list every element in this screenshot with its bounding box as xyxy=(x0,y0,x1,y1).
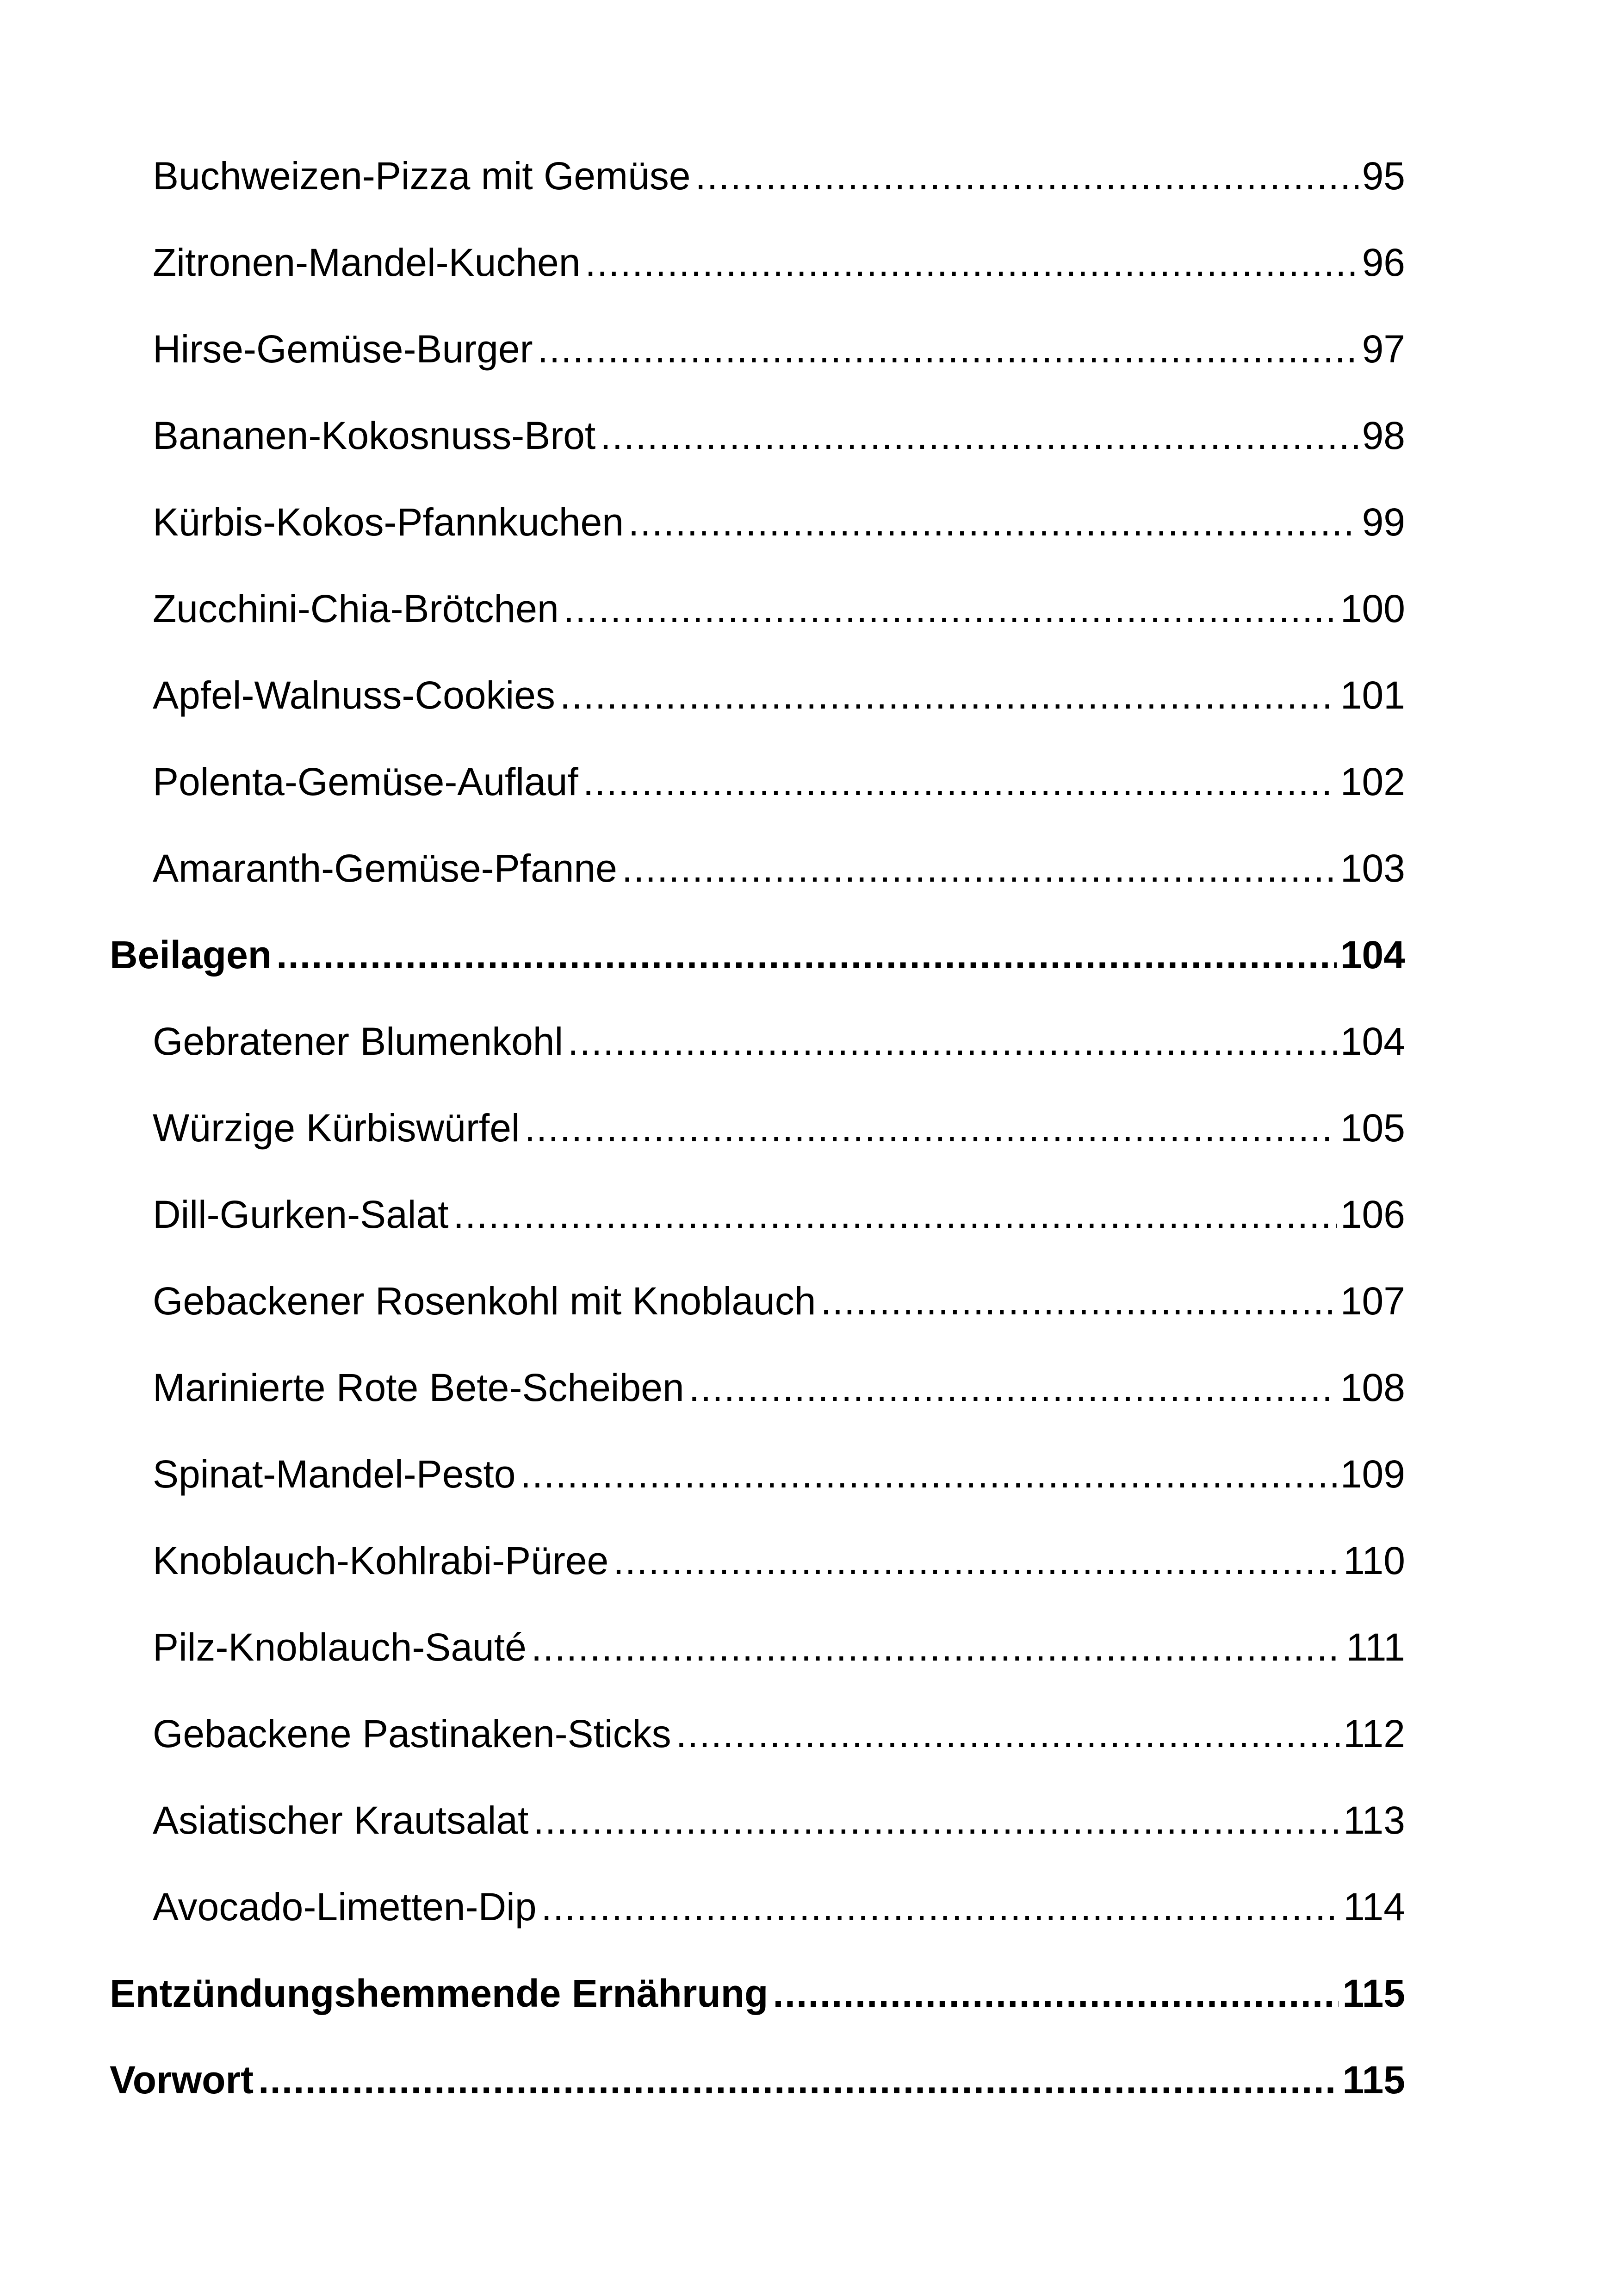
toc-entry[interactable] xyxy=(110,1451,1405,1537)
toc-page-number: 97 xyxy=(1362,327,1405,371)
toc-page-number: 103 xyxy=(1340,846,1405,890)
toc-entry-title: Gebackener Rosenkohl mit Knoblauch xyxy=(153,1279,816,1323)
toc-entry-title: Avocado-Limetten-Dip xyxy=(153,1885,537,1929)
toc-leader-dots xyxy=(821,1278,1337,1324)
toc-entry-title: Dill-Gurken-Salat xyxy=(153,1193,449,1236)
toc-entry[interactable] xyxy=(110,1537,1405,1624)
toc-entry-title: Apfel-Walnuss-Cookies xyxy=(153,673,555,717)
table-of-contents xyxy=(110,153,1405,2143)
toc-entry-title: Spinat-Mandel-Pesto xyxy=(153,1452,516,1496)
toc-entry[interactable] xyxy=(110,499,1405,585)
toc-entry[interactable] xyxy=(110,1191,1405,1278)
toc-leader-dots xyxy=(533,1797,1339,1843)
toc-entry-title: Marinierte Rote Bete-Scheiben xyxy=(153,1366,684,1409)
toc-entry-title: Kürbis-Kokos-Pfannkuchen xyxy=(153,500,624,544)
toc-chapter-entry[interactable] xyxy=(110,1970,1405,2057)
toc-entry[interactable] xyxy=(110,239,1405,326)
toc-entry[interactable] xyxy=(110,845,1405,932)
toc-entry-title: Polenta-Gemüse-Auflauf xyxy=(153,760,578,803)
toc-entry-title: Vorwort xyxy=(110,2058,254,2102)
toc-entry[interactable] xyxy=(110,1278,1405,1364)
toc-chapter-entry[interactable] xyxy=(110,932,1405,1018)
toc-entry[interactable] xyxy=(110,1624,1405,1711)
toc-entry[interactable] xyxy=(110,1105,1405,1191)
toc-leader-dots xyxy=(583,759,1337,805)
toc-entry[interactable] xyxy=(110,1711,1405,1797)
toc-leader-dots xyxy=(564,585,1337,632)
toc-entry[interactable] xyxy=(110,1364,1405,1451)
toc-leader-dots xyxy=(541,1884,1340,1930)
toc-page-number: 113 xyxy=(1343,1798,1405,1842)
toc-entry-title: Beilagen xyxy=(110,933,272,977)
toc-page-number: 102 xyxy=(1340,760,1405,803)
toc-leader-dots xyxy=(276,932,1337,978)
toc-leader-dots xyxy=(689,1364,1337,1411)
toc-leader-dots xyxy=(600,412,1358,459)
toc-entry-title: Zucchini-Chia-Brötchen xyxy=(153,587,559,630)
toc-leader-dots xyxy=(622,845,1337,891)
toc-entry[interactable] xyxy=(110,672,1405,759)
toc-leader-dots xyxy=(695,153,1358,199)
toc-leader-dots xyxy=(676,1711,1339,1757)
toc-leader-dots xyxy=(453,1191,1337,1238)
toc-page-number: 108 xyxy=(1340,1366,1405,1409)
toc-page-number: 100 xyxy=(1340,587,1405,630)
toc-entry[interactable] xyxy=(110,412,1405,499)
toc-page-number: 109 xyxy=(1340,1452,1405,1496)
toc-leader-dots xyxy=(628,499,1358,545)
toc-page-number: 110 xyxy=(1343,1539,1405,1582)
toc-entry-title: Bananen-Kokosnuss-Brot xyxy=(153,414,596,457)
toc-leader-dots xyxy=(538,326,1358,372)
toc-entry-title: Zitronen-Mandel-Kuchen xyxy=(153,241,581,284)
toc-page-number: 104 xyxy=(1340,1020,1405,1063)
toc-entry-title: Hirse-Gemüse-Burger xyxy=(153,327,533,371)
toc-leader-dots xyxy=(560,672,1337,718)
toc-leader-dots xyxy=(258,2057,1339,2103)
toc-page-number: 112 xyxy=(1343,1712,1405,1755)
toc-leader-dots xyxy=(773,1970,1339,2016)
toc-entry-title: Buchweizen-Pizza mit Gemüse xyxy=(153,154,691,198)
toc-page-number: 115 xyxy=(1342,2058,1405,2102)
toc-entry[interactable] xyxy=(110,759,1405,845)
toc-page-number: 114 xyxy=(1343,1885,1405,1929)
toc-entry-title: Gebratener Blumenkohl xyxy=(153,1020,564,1063)
toc-entry-title: Würzige Kürbiswürfel xyxy=(153,1106,520,1150)
toc-leader-dots xyxy=(568,1018,1337,1064)
toc-entry-title: Knoblauch-Kohlrabi-Püree xyxy=(153,1539,609,1582)
toc-page-number: 99 xyxy=(1362,500,1405,544)
toc-page-number: 104 xyxy=(1340,933,1405,977)
toc-entry[interactable] xyxy=(110,1797,1405,1884)
toc-entry[interactable] xyxy=(110,585,1405,672)
toc-page-number: 106 xyxy=(1340,1193,1405,1236)
toc-leader-dots xyxy=(585,239,1358,286)
toc-entry-title: Asiatischer Krautsalat xyxy=(153,1798,529,1842)
toc-entry[interactable] xyxy=(110,1884,1405,1970)
toc-entry[interactable] xyxy=(110,153,1405,239)
toc-page-number: 95 xyxy=(1362,154,1405,198)
toc-page-number: 101 xyxy=(1340,673,1405,717)
toc-leader-dots xyxy=(525,1105,1337,1151)
toc-entry-title: Amaranth-Gemüse-Pfanne xyxy=(153,846,617,890)
toc-page-number: 115 xyxy=(1342,1972,1405,2015)
toc-entry-title: Entzündungshemmende Ernährung xyxy=(110,1972,769,2015)
toc-leader-dots xyxy=(613,1537,1339,1584)
toc-chapter-entry[interactable] xyxy=(110,2057,1405,2143)
toc-entry-title: Pilz-Knoblauch-Sauté xyxy=(153,1625,527,1669)
toc-leader-dots xyxy=(531,1624,1343,1670)
toc-page-number: 107 xyxy=(1340,1279,1405,1323)
toc-entry-title: Gebackene Pastinaken-Sticks xyxy=(153,1712,671,1755)
toc-page-number: 96 xyxy=(1362,241,1405,284)
toc-entry[interactable] xyxy=(110,326,1405,412)
toc-leader-dots xyxy=(520,1451,1336,1497)
toc-page-number: 105 xyxy=(1340,1106,1405,1150)
toc-page-number: 111 xyxy=(1346,1625,1405,1669)
toc-page-number: 98 xyxy=(1362,414,1405,457)
toc-entry[interactable] xyxy=(110,1018,1405,1105)
